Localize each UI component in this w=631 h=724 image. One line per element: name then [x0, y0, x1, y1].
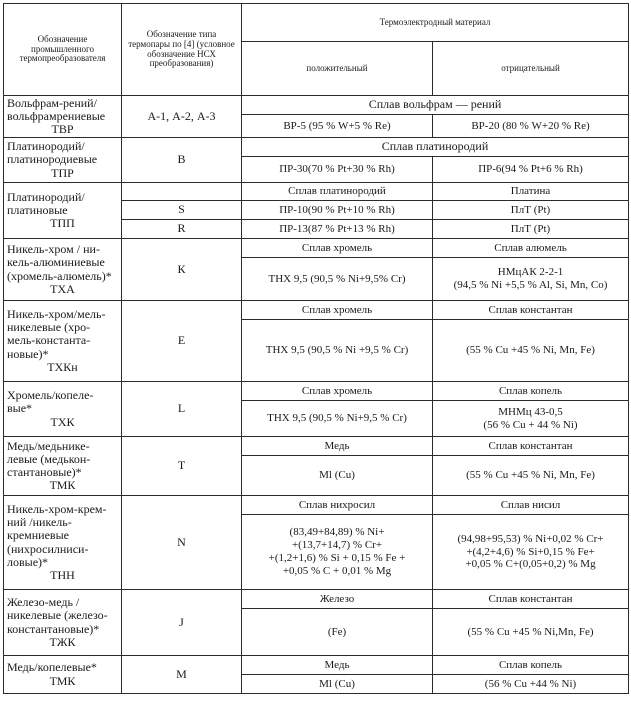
type-code: L	[122, 382, 242, 437]
type-code: Т	[122, 437, 242, 496]
row-name	[4, 239, 122, 301]
row-name	[4, 590, 122, 656]
thermo-abbr: ТНН	[50, 567, 75, 582]
type-code: S	[122, 201, 242, 220]
positive-material: (Fe)	[242, 609, 433, 656]
negative-material: ПлТ (Pt)	[433, 220, 629, 239]
composition-line: +0,05 % C+(0,05+0,2) % Mg	[465, 558, 596, 571]
thermo-abbr: ТЖК	[49, 634, 76, 649]
thermo-name: Платинородий/ платиновые	[7, 189, 85, 217]
row-name	[4, 382, 122, 437]
negative-composition: (94,5 % Ni +5,5 % Al, Si, Mn, Co)	[453, 279, 608, 291]
type-code: Е	[122, 301, 242, 382]
row-name	[4, 496, 122, 590]
type-code: К	[122, 239, 242, 301]
row-name	[4, 656, 122, 694]
negative-material: (56 % Cu +44 % Ni)	[433, 675, 629, 694]
positive-header: Сплав хромель	[242, 301, 433, 320]
negative-material	[433, 258, 629, 301]
negative-header: Сплав алюмель	[433, 239, 629, 258]
thermo-abbr: ТПР	[51, 165, 74, 180]
thermo-abbr: ТПП	[50, 216, 75, 231]
type-code: В	[122, 138, 242, 183]
thermo-name: Платинородий/ платинородиевые	[7, 139, 98, 167]
type-code: J	[122, 590, 242, 656]
positive-material	[242, 515, 433, 590]
thermo-name: Медь/медьнике-левые (медькон-стантановые)*	[7, 438, 91, 479]
row-name	[4, 138, 122, 183]
negative-grade: НМцАК 2-2-1	[497, 266, 564, 279]
negative-header: Платина	[433, 183, 629, 201]
positive-material: ПР-10(90 % Pt+10 % Rh)	[242, 201, 433, 220]
negative-material: ВР-20 (80 % W+20 % Re)	[433, 115, 629, 138]
thermo-name: Железо-медь / никелевые (железо-константановые)*	[7, 595, 108, 636]
thermocouple-table	[3, 3, 629, 694]
type-code-blank	[122, 183, 242, 201]
composition-line: (83,49+84,89) % Ni+	[289, 526, 385, 539]
negative-material	[433, 515, 629, 590]
type-code: N	[122, 496, 242, 590]
negative-header: Сплав копель	[433, 656, 629, 675]
positive-material: ПР-13(87 % Pt+13 % Rh)	[242, 220, 433, 239]
positive-header: Железо	[242, 590, 433, 609]
negative-material: ПР-6(94 % Pt+6 % Rh)	[433, 157, 629, 183]
row-name	[4, 183, 122, 239]
material-span: Сплав вольфрам — рений	[242, 96, 629, 115]
negative-header: Сплав копель	[433, 382, 629, 401]
header-positive: положительный	[242, 42, 433, 96]
thermo-name: Хромель/копеле-вые*	[7, 388, 94, 416]
thermo-name: Вольфрам-рений/ вольфрамрениевые	[7, 95, 106, 123]
positive-material: ТНХ 9,5 (90,5 % Ni+9,5 % Cr)	[242, 401, 433, 437]
thermo-abbr: ТМК	[49, 478, 76, 493]
positive-header: Медь	[242, 656, 433, 675]
composition-line: +(1,2+1,6) % Si + 0,15 % Fe +	[268, 552, 406, 564]
composition-line: +(4,2+4,6) % Si+0,15 % Fe+	[466, 545, 595, 558]
header-negative: отрицательный	[433, 42, 629, 96]
negative-composition: (56 % Cu + 44 % Ni)	[483, 418, 578, 431]
thermo-name: Медь/копелевые*	[7, 660, 97, 675]
positive-header: Сплав платинородий	[242, 183, 433, 201]
negative-header: Сплав константан	[433, 437, 629, 456]
thermo-abbr: ТХА	[50, 281, 75, 296]
negative-material: (55 % Cu +45 % Ni,Mn, Fe)	[433, 609, 629, 656]
positive-material: ВР-5 (95 % W+5 % Re)	[242, 115, 433, 138]
negative-header: Сплав нисил	[433, 496, 629, 515]
type-code: R	[122, 220, 242, 239]
negative-material: (55 % Cu +45 % Ni, Mn, Fe)	[433, 456, 629, 496]
positive-header: Сплав хромель	[242, 382, 433, 401]
negative-material: ПлТ (Pt)	[433, 201, 629, 220]
negative-grade: МНМц 43-0,5	[498, 405, 563, 418]
composition-line: (94,98+95,53) % Ni+0,02 % Cr+	[457, 532, 604, 545]
header-designation: Обозначение промышленного термопреобразователя	[4, 4, 122, 96]
positive-header: Медь	[242, 437, 433, 456]
type-code: М	[122, 656, 242, 694]
thermo-abbr: ТХК	[50, 414, 75, 429]
negative-material: (55 % Cu +45 % Ni, Mn, Fe)	[433, 320, 629, 382]
positive-material: ПР-30(70 % Pt+30 % Rh)	[242, 157, 433, 183]
type-code: А-1, А-2, А-3	[122, 96, 242, 138]
thermo-name: Никель-хром / ни-кель-алюминиевые (хромель-алюмель)*	[7, 242, 112, 283]
positive-material: ТНХ 9,5 (90,5 % Ni +9,5 % Cr)	[242, 320, 433, 382]
thermo-abbr: ТВР	[51, 122, 74, 137]
positive-material: Ml (Cu)	[242, 456, 433, 496]
positive-header: Сплав хромель	[242, 239, 433, 258]
row-name	[4, 96, 122, 138]
negative-header: Сплав константан	[433, 590, 629, 609]
material-span: Сплав платинородий	[242, 138, 629, 157]
negative-material	[433, 401, 629, 437]
thermo-name: Никель-хром-крем-ний /никель-кремниевые (нихросилниси-ловые)*	[7, 501, 107, 569]
positive-material: ТНХ 9,5 (90,5 % Ni+9,5% Cr)	[242, 258, 433, 301]
positive-header: Сплав нихросил	[242, 496, 433, 515]
header-type: Обозначение типа термопары по [4] (условное обозначение НСХ преобразования)	[122, 4, 242, 96]
negative-header: Сплав константан	[433, 301, 629, 320]
thermo-abbr: ТМК	[49, 673, 76, 688]
thermo-abbr: ТХКн	[47, 359, 78, 374]
composition-line: +(13,7+14,7) % Cr+	[291, 539, 383, 552]
thermo-name: Никель-хром/мель-никелевые (хро-мель-константа-новые)*	[7, 307, 106, 361]
row-name	[4, 437, 122, 496]
row-name	[4, 301, 122, 382]
header-material-group: Термоэлектродный материал	[242, 4, 629, 42]
composition-line: +0,05 % C + 0,01 % Mg	[282, 564, 392, 577]
positive-material: Ml (Cu)	[242, 675, 433, 694]
